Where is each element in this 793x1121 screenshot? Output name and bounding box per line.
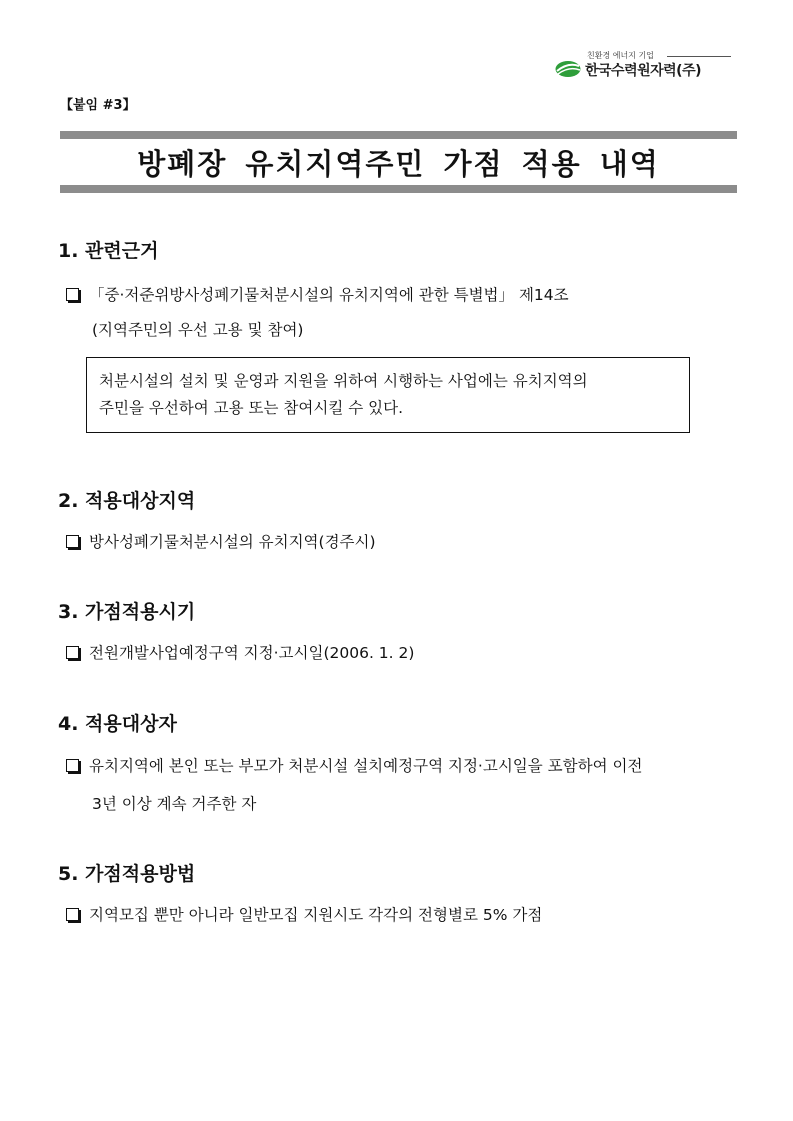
item-text: 전원개발사업예정구역 지정·고시일(2006. 1. 2) [89,644,415,662]
checkbox-bullet-icon [66,646,79,659]
page-title: 방폐장 유치지역주민 가점 적용 내역 [137,147,660,181]
section-heading-1: 1. 관련근거 [58,240,159,262]
list-item [66,641,414,663]
section-heading-5: 5. 가점적용방법 [58,863,196,885]
checkbox-bullet-icon [66,759,79,772]
item-text: 「중·저준위방사성폐기물처분시설의 유치지역에 관한 특별법」 제14조 [89,286,569,304]
item-text: 방사성폐기물처분시설의 유치지역(경주시) [89,533,376,551]
list-item [66,754,642,776]
khnp-leaf-icon [555,60,581,78]
checkbox-bullet-icon [66,535,79,548]
list-item [66,530,376,552]
list-item [66,903,542,925]
item-continuation: 3년 이상 계속 거주한 자 [92,795,257,813]
company-logo [555,50,735,82]
item-text: 유치지역에 본인 또는 부모가 처분시설 설치예정구역 지정·고시일을 포함하여 이전 [89,757,643,775]
title-rule-bottom [60,185,737,193]
list-item [66,283,569,305]
logo-name: 한국수력원자력(주) [585,63,701,79]
title-rule-top [60,131,737,139]
section-heading-2: 2. 적용대상지역 [58,490,196,512]
quote-line: 주민을 우선하여 고용 또는 참여시킬 수 있다. [99,399,404,417]
checkbox-bullet-icon [66,288,79,301]
section-heading-3: 3. 가점적용시기 [58,601,196,623]
quote-box [86,357,690,433]
quote-line: 처분시설의 설치 및 운영과 지원을 위하여 시행하는 사업에는 유치지역의 [99,372,588,390]
checkbox-bullet-icon [66,908,79,921]
logo-tagline: 친환경 에너지 기업 [587,51,654,60]
item-text: 지역모집 뿐만 아니라 일반모집 지원시도 각각의 전형별로 5% 가점 [89,906,543,924]
attachment-label: 【붙임 #3】 [60,98,136,113]
section-heading-4: 4. 적용대상자 [58,713,177,735]
item-continuation: (지역주민의 우선 고용 및 참여) [92,321,304,339]
logo-tagline-rule [667,56,731,57]
